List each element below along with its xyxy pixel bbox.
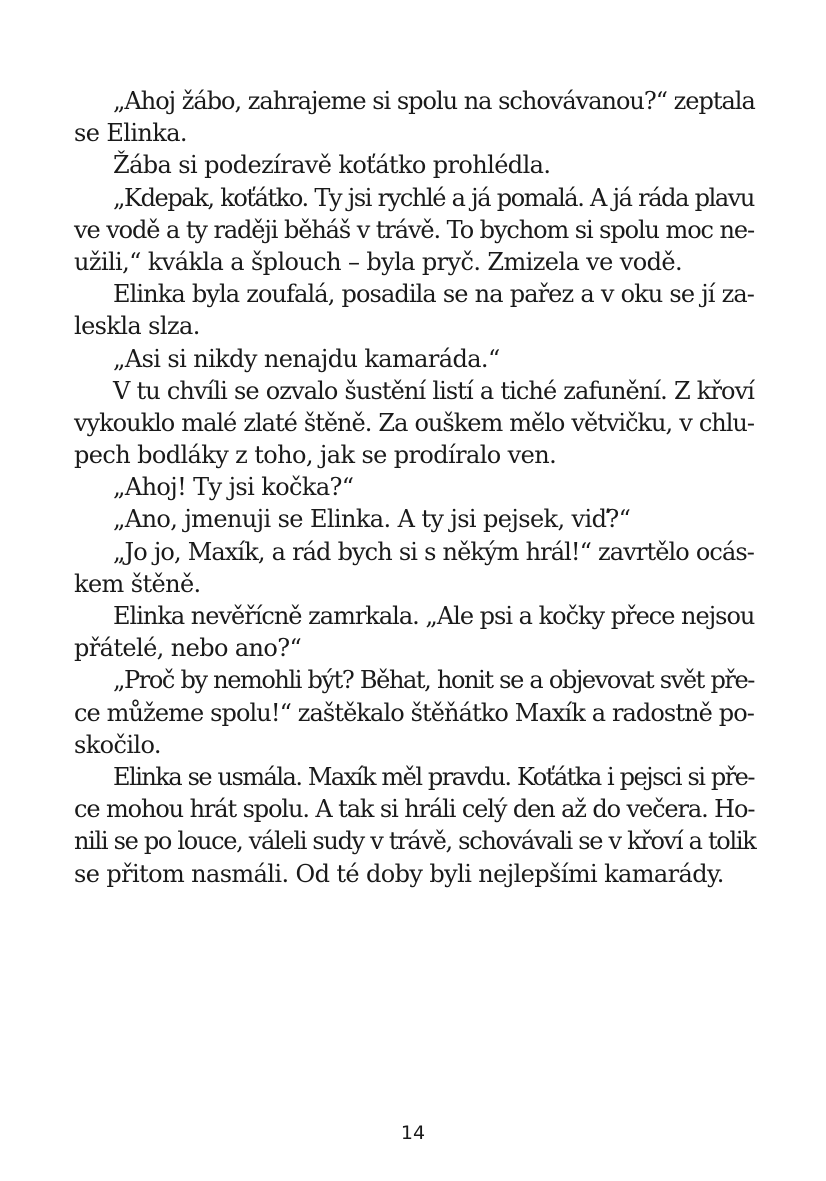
text-line: ce můžeme spolu!“ zaštěkalo štěňátko Maxík a radostně po-: [74, 698, 754, 727]
text-line: Elinka nevěřícně zamrkala. „Ale psi a kočky přece nejsou: [113, 602, 755, 630]
story-text: [74, 85, 754, 890]
text-line: „Proč by nemohli být? Běhat, honit se a objevovat svět pře-: [113, 666, 754, 695]
text-line: ve vodě a ty raději běháš v trávě. To bychom si spolu moc ne-: [74, 215, 754, 244]
text-line: přátelé, nebo ano?“: [74, 634, 302, 663]
text-line: V tu chvíli se ozvalo šustění listí a tiché zafunění. Z křoví: [113, 376, 754, 405]
text-line: se Elinka.: [74, 119, 187, 148]
text-line: „Jo jo, Maxík, a rád bych si s někým hrál!“ zavrtělo ocás-: [113, 537, 754, 566]
text-line: leskla slza.: [74, 312, 200, 341]
text-line: „Ano, jmenuji se Elinka. A ty jsi pejsek, viď?“: [113, 505, 631, 534]
text-line: vykouklo malé zlaté štěně. Za ouškem mělo větvičku, v chlu-: [74, 408, 754, 437]
text-line: kem štěně.: [74, 569, 201, 598]
text-line: nili se po louce, váleli sudy v trávě, schovávali se v křoví a tolik: [74, 827, 756, 856]
text-line: se přitom nasmáli. Od té doby byli nejlepšími kamarády.: [74, 859, 724, 888]
text-line: Žába si podezíravě koťátko prohlédla.: [113, 151, 551, 180]
text-line: užili,“ kvákla a šplouch – byla pryč. Zmizela ve vodě.: [74, 247, 682, 276]
text-line: „Kdepak, koťátko. Ty jsi rychlé a já pomalá. A já ráda plavu: [113, 183, 754, 212]
text-line: skočilo.: [74, 730, 161, 759]
page-number: 14: [400, 1122, 426, 1144]
text-line: „Ahoj žábo, zahrajeme si spolu na schovávanou?“ zeptala: [113, 87, 755, 115]
text-line: „Asi si nikdy nenajdu kamaráda.“: [113, 344, 500, 373]
text-line: pech bodláky z toho, jak se prodíralo ven.: [74, 441, 557, 470]
text-line: ce mohou hrát spolu. A tak si hráli celý den až do večera. Ho-: [74, 795, 755, 824]
text-line: Elinka byla zoufalá, posadila se na pařez a v oku se jí za-: [113, 280, 754, 309]
text-line: Elinka se usmála. Maxík měl pravdu. Koťátka i pejsci si pře-: [113, 762, 754, 791]
text-line: „Ahoj! Ty jsi kočka?“: [113, 473, 354, 502]
